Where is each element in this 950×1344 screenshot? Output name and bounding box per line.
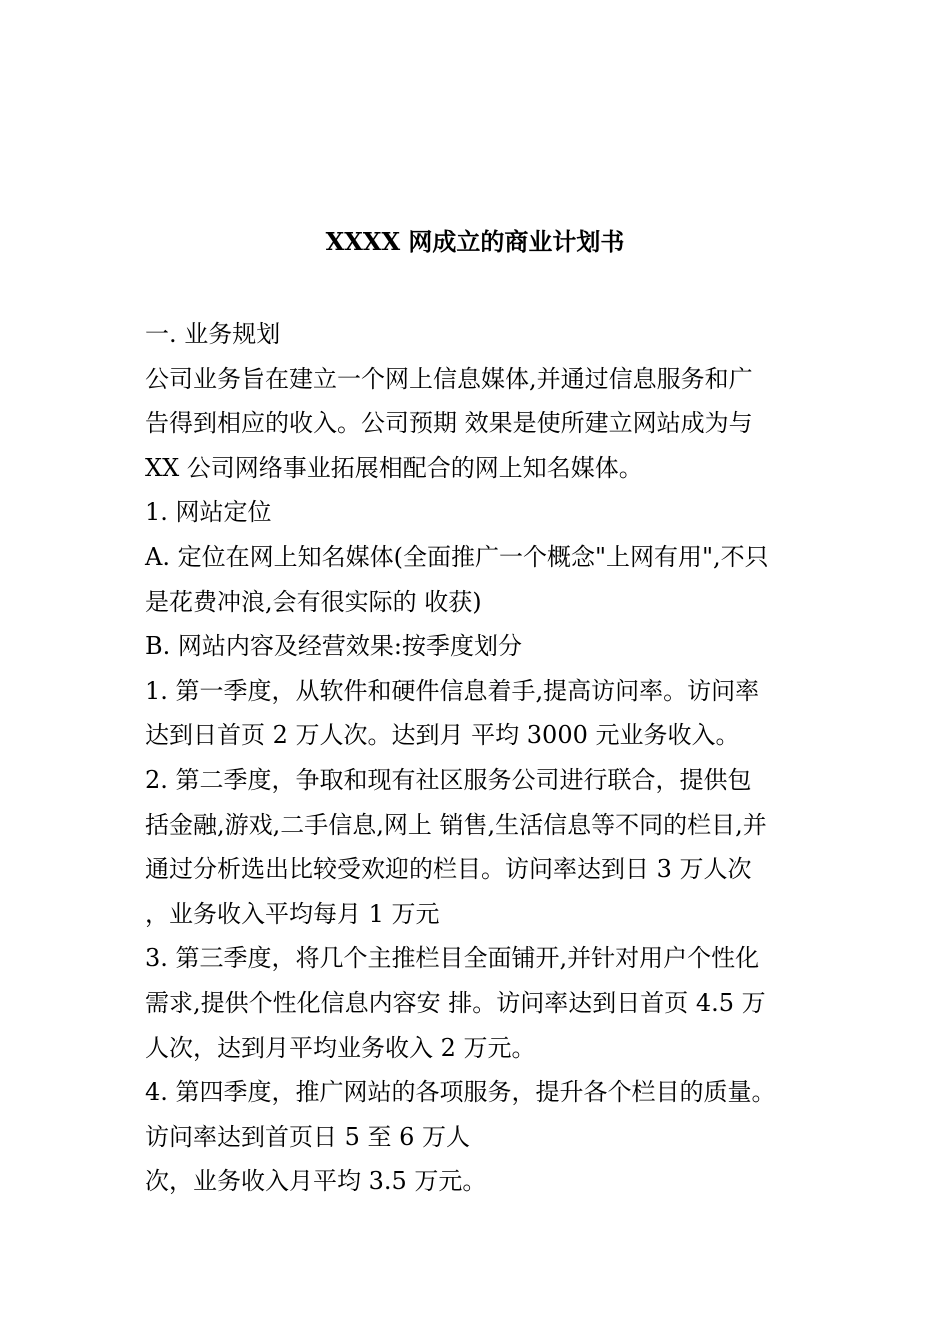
quarter-4-line: 4. 第四季度，推广网站的各项服务，提升各个栏目的质量。 bbox=[145, 1078, 776, 1107]
paragraph-line: B. 网站内容及经营效果:按季度划分 bbox=[145, 632, 522, 661]
quarter-1-line: 达到日首页 2 万人次。达到月 平均 3000 元业务收入。 bbox=[145, 721, 740, 750]
paragraph-line: A. 定位在网上知名媒体(全面推广一个概念"上网有用",不只 bbox=[145, 542, 769, 571]
paragraph-line: 是花费冲浪,会有很实际的 收获) bbox=[145, 587, 482, 616]
quarter-1-line: 1. 第一季度，从软件和硬件信息着手,提高访问率。访问率 bbox=[145, 676, 760, 705]
quarter-4-line: 访问率达到首页日 5 至 6 万人 bbox=[145, 1122, 471, 1151]
document-body bbox=[145, 312, 825, 1204]
quarter-2-line: ，业务收入平均每月 1 万元 bbox=[145, 899, 440, 928]
quarter-4-line: 次，业务收入月平均 3.5 万元。 bbox=[145, 1167, 487, 1196]
subsection-heading-site-positioning: 1. 网站定位 bbox=[145, 498, 272, 527]
quarter-3-line: 人次，达到月平均业务收入 2 万元。 bbox=[145, 1033, 536, 1062]
paragraph-line: 公司业务旨在建立一个网上信息媒体,并通过信息服务和广 bbox=[145, 364, 753, 393]
document-title: XXXX 网成立的商业计划书 bbox=[325, 227, 625, 256]
quarter-2-line: 2. 第二季度，争取和现有社区服务公司进行联合，提供包 bbox=[145, 765, 752, 794]
paragraph-line: XX 公司网络事业拓展相配合的网上知名媒体。 bbox=[145, 453, 643, 482]
quarter-2-line: 括金融,游戏,二手信息,网上 销售,生活信息等不同的栏目,并 bbox=[145, 810, 767, 839]
quarter-2-line: 通过分析选出比较受欢迎的栏目。访问率达到日 3 万人次 bbox=[145, 855, 752, 884]
section-heading-business-planning: 一. 业务规划 bbox=[145, 320, 281, 348]
paragraph-line: 告得到相应的收入。公司预期 效果是使所建立网站成为与 bbox=[145, 409, 753, 438]
quarter-3-line: 3. 第三季度，将几个主推栏目全面铺开,并针对用户个性化 bbox=[145, 944, 760, 973]
quarter-3-line: 需求,提供个性化信息内容安 排。访问率达到日首页 4.5 万 bbox=[145, 988, 766, 1017]
